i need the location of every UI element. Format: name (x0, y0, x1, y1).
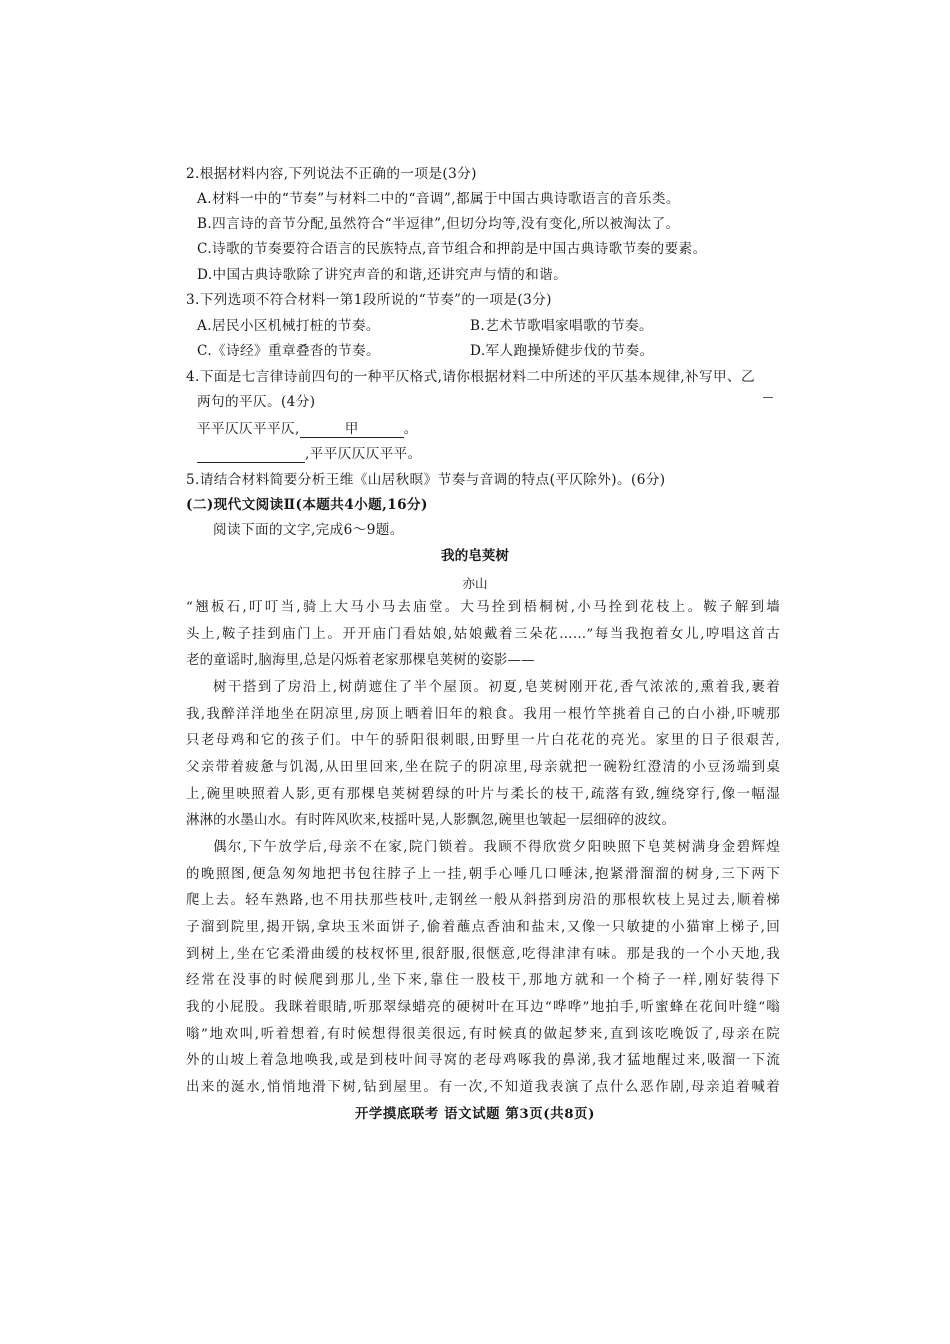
passage-line: 头上,鞍子挂到庙门上。开开庙门看姑娘,姑娘戴着三朵花……”每当我抱着女儿,哼唱这首古 (186, 627, 780, 642)
passage-line: 上,碗里映照着人影,更有那棵皂荚树碧绿的叶片与柔长的枝干,疏落有致,缠绕穿行,像一幅湿 (186, 787, 780, 802)
question-2-option-b: B.四言诗的音节分配,虽然符合“半逗律”,但切分均等,没有变化,所以被淘汰了。 (197, 216, 680, 232)
page-footer: 开学摸底联考 语文试题 第3页(共8页) (354, 1106, 596, 1122)
passage-line: 老的童谣时,脑海里,总是闪烁着老家那棵皂荚树的姿影—— (186, 653, 535, 668)
passage-line: 子溜到院里,揭开锅,拿块玉米面饼子,偷着蘸点香油和盐末,又像一只敏捷的小猫窜上梯子,回 (186, 920, 780, 935)
passage-line: 外的山坡上着急地唤我,或是到枝叶间寻窝的老母鸡啄我的鼻涕,我才猛地醒过来,吸溜一下流 (186, 1053, 780, 1068)
question-2-option-d: D.中国古典诗歌除了讲究声音的和谐,还讲究声与情的和谐。 (197, 267, 568, 283)
section-heading: (二)现代文阅读Ⅱ(本题共4小题,16分) (186, 497, 428, 513)
question-3-stem: 3.下列选项不符合材料一第1段所说的“节奏”的一项是(3分) (186, 292, 552, 308)
pattern-line-2-text: ,平平仄仄仄平平。 (305, 446, 422, 462)
question-2-stem: 2.根据材料内容,下列说法不正确的一项是(3分) (186, 166, 477, 182)
passage-line: 偶尔,下午放学后,母亲不在家,院门锁着。我顾不得欣赏夕阳映照下皂荚树满身金碧辉煌 (213, 840, 780, 855)
passage-line: 嗡”地欢叫,听着想着,有时候想得很美很远,有时候真的做起梦来,直到该吃晚饭了,母亲在院 (186, 1027, 780, 1042)
pattern-line-1-suffix: 。 (403, 421, 418, 437)
question-4-stem-line-1: 4.下面是七言律诗前四句的一种平仄格式,请你根据材料二中所述的平仄基本规律,补写甲、乙 (186, 369, 755, 385)
passage-line: 出来的涎水,悄悄地滑下树,钻到屋里。有一次,不知道我表演了点什么恶作剧,母亲追着喊着 (186, 1080, 780, 1095)
passage-line: 到树上,坐在它柔滑曲缓的枝杈怀里,很舒服,很惬意,吃得津津有味。那是我的一个小天地,我 (186, 947, 780, 962)
stray-mark (763, 397, 773, 398)
passage-line: 树干搭到了房沿上,树荫遮住了半个屋顶。初夏,皂荚树刚开花,香气浓浓的,熏着我,裹着 (213, 680, 780, 695)
passage-line: 我,我醉洋洋地坐在阴凉里,房顶上晒着旧年的粮食。我用一根竹竿挑着自己的白小褂,吓唬那 (186, 707, 780, 722)
question-4-pattern-line-1 (197, 420, 418, 438)
passage-line: 淋淋的水墨山水。有时阵风吹来,枝摇叶晃,人影飘忽,碗里也皱起一层细碎的波纹。 (186, 813, 676, 828)
passage-line: 只老母鸡和它的孩子们。中午的骄阳很刺眼,田野里一片白花花的亮光。家里的日子很艰苦, (186, 733, 780, 748)
passage-author: 亦山 (462, 576, 488, 591)
question-3-option-b: B.艺术节歌唱家唱歌的节奏。 (470, 318, 654, 334)
question-4-pattern-line-2 (197, 445, 422, 463)
passage-line: 父亲带着疲惫与饥渴,从田里回来,坐在院子的阴凉里,母亲就把一碗粉红澄清的小豆汤端到桌 (186, 760, 780, 775)
section-instruction: 阅读下面的文字,完成6～9题。 (213, 522, 404, 538)
passage-line: 的晚照图,便急匆匆地把书包往脖子上一挂,朝手心唾几口唾沫,抱紧滑溜溜的树身,三下两下 (186, 867, 780, 882)
answer-blank-yi[interactable] (197, 446, 305, 463)
question-2-option-a: A.材料一中的“节奏”与材料二中的“音调”,都属于中国古典诗歌语言的音乐类。 (197, 191, 680, 207)
question-4-stem-line-2: 两句的平仄。(4分) (197, 394, 316, 410)
pattern-line-1-prefix: 平平仄仄平平仄, (197, 421, 300, 437)
question-3-option-c: C.《诗经》重章叠沓的节奏。 (197, 343, 380, 359)
passage-line: 经常在没事的时候爬到那儿,坐下来,靠住一股枝干,那地方就和一个椅子一样,刚好装得下 (186, 973, 780, 988)
answer-blank-jia[interactable]: 甲 (300, 421, 404, 438)
passage-line: 我的小屁股。我眯着眼睛,听那翠绿蜡亮的硬树叶在耳边“哗哗”地拍手,听蜜蜂在花间叶缝“嗡 (186, 1000, 780, 1015)
question-3-option-d: D.军人跑操矫健步伐的节奏。 (470, 343, 654, 359)
passage-line: “翘板石,叮叮当,骑上大马小马去庙堂。大马拴到梧桐树,小马拴到花枝上。鞍子解到墙 (186, 600, 780, 615)
question-2-option-c: C.诗歌的节奏要符合语言的民族特点,音节组合和押韵是中国古典诗歌节奏的要素。 (197, 241, 707, 257)
passage-title: 我的皂荚树 (441, 548, 509, 564)
question-3-option-a: A.居民小区机械打桩的节奏。 (197, 318, 380, 334)
passage-line: 爬上去。轻车熟路,也不用扶那些枝叶,走钢丝一般从斜搭到房沿的那根软枝上晃过去,顺着梯 (186, 893, 780, 908)
question-5-stem: 5.请结合材料简要分析王维《山居秋暝》节奏与音调的特点(平仄除外)。(6分) (186, 472, 666, 488)
